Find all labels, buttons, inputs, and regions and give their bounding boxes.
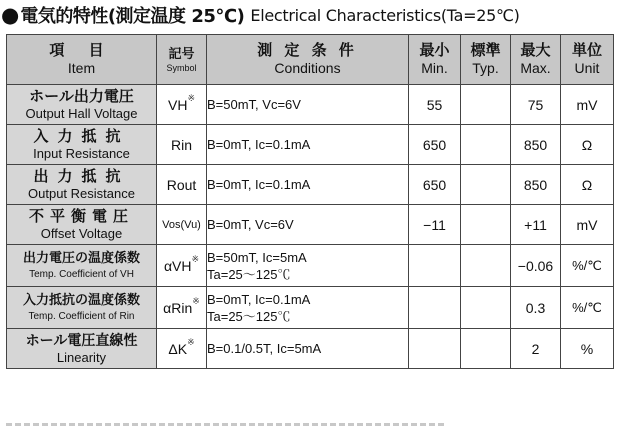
table-row [7,125,614,165]
typ-cell [461,245,511,287]
table-row [7,245,614,287]
unit-cell: Ω [561,165,614,205]
header-symbol: 記号 Symbol [157,35,207,85]
max-cell: 850 [511,125,561,165]
bullet-icon: ● [1,2,20,27]
item-cell: ホール出力電圧 Output Hall Voltage [7,85,157,125]
item-cell: 入力抵抗 Input Resistance [7,125,157,165]
item-cell: 不平衡電圧 Offset Voltage [7,205,157,245]
note-mark: ※ [191,253,200,264]
table-row [7,165,614,205]
symbol-cell: VH※ [157,85,207,125]
typ-cell [461,329,511,369]
conditions-cell: B=0.1/0.5T, Ic=5mA [207,329,409,369]
header-typ: 標準 Typ. [461,35,511,85]
note-mark: ※ [192,295,200,306]
unit-cell: mV [561,205,614,245]
table-row [7,205,614,245]
max-cell: 75 [511,85,561,125]
table-row [7,329,614,369]
conditions-cell: B=0mT, Ic=0.1mA [207,165,409,205]
unit-cell: %/℃ [561,245,614,287]
max-cell: +11 [511,205,561,245]
item-cell: 出力抵抗 Output Resistance [7,165,157,205]
typ-cell [461,165,511,205]
symbol-cell: αVH※ [157,245,207,287]
min-cell: 55 [409,85,461,125]
typ-cell [461,205,511,245]
min-cell: 650 [409,165,461,205]
title-japanese: 電気的特性(測定温度 25℃) [20,6,245,27]
min-cell [409,329,461,369]
max-cell: 2 [511,329,561,369]
unit-cell: mV [561,85,614,125]
header-min: 最小 Min. [409,35,461,85]
min-cell [409,245,461,287]
unit-cell: %/℃ [561,287,614,329]
symbol-cell: Rout [157,165,207,205]
symbol-cell: Vos(Vu) [157,205,207,245]
typ-cell [461,125,511,165]
unit-cell: % [561,329,614,369]
cut-off-footnote [6,419,446,427]
min-cell [409,287,461,329]
conditions-cell: B=0mT, Ic=0.1mA [207,125,409,165]
conditions-cell: B=50mT, Ic=5mA Ta=25～125℃ [207,245,409,287]
typ-cell [461,85,511,125]
symbol-cell: αRin※ [157,287,207,329]
max-cell: −0.06 [511,245,561,287]
conditions-cell: B=0mT, Ic=0.1mA Ta=25～125℃ [207,287,409,329]
header-max: 最大 Max. [511,35,561,85]
table-header-row [7,35,614,85]
min-cell: −11 [409,205,461,245]
symbol-cell: Rin [157,125,207,165]
typ-cell [461,287,511,329]
header-item: 項 目 Item [7,35,157,85]
page-title [0,0,617,30]
electrical-characteristics-table [6,34,614,369]
max-cell: 0.3 [511,287,561,329]
conditions-cell: B=0mT, Vc=6V [207,205,409,245]
note-mark: ※ [187,92,195,103]
header-conditions: 測 定 条 件 Conditions [207,35,409,85]
conditions-cell: B=50mT, Vc=6V [207,85,409,125]
max-cell: 850 [511,165,561,205]
note-mark: ※ [187,336,195,347]
min-cell: 650 [409,125,461,165]
header-unit: 単位 Unit [561,35,614,85]
unit-cell: Ω [561,125,614,165]
table-row [7,85,614,125]
item-cell: 入力抵抗の温度係数 Temp. Coefficient of Rin [7,287,157,329]
item-cell: ホール電圧直線性 Linearity [7,329,157,369]
title-english: Electrical Characteristics(Ta=25℃) [250,5,520,25]
item-cell: 出力電圧の温度係数 Temp. Coefficient of VH [7,245,157,287]
table-row [7,287,614,329]
symbol-cell: ΔK※ [157,329,207,369]
